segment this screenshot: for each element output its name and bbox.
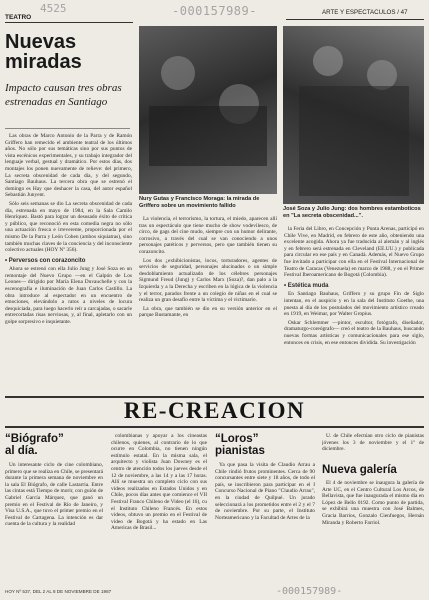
nueva-galeria-title: Nueva galería [322, 464, 397, 476]
photo-soza-jung [283, 26, 424, 204]
issue-footer: HOY Nº 537, DEL 2 AL 8 DE NOVIEMBRE DE 1987 [5, 589, 112, 594]
loros-title [215, 433, 315, 457]
subhead: • Perversos con corazoncito [5, 257, 86, 264]
photo-actors-griffero [139, 26, 277, 194]
title-line-1: “Loros” [215, 433, 259, 445]
paragraph: Ya que pasa la visita de Claudio Arrau a Chile rindió frutos prominentes. Cerca de 90 concursantes entre siete y 18 años, de todo el país, se inscribieron para participar en el I Concurso Nacional de Piano "Claudio Arrau", en la ciudad de Quilpué. Un jurado seleccionará a los prometidos entre el 2 y el 7 de noviembre. Por su parte, el Instituto Norteamericano y la Facultad de Artes de la [215, 462, 315, 521]
paragraph: Sólo seis semanas se dio La secreta obscenidad de cada día, estrenada en mayo de 1984, en la Sala Camilo Henríquez. Bastó para lograr un desusado éxito de crítica y público, que reconoció en esta comedia negra no sólo una actuación fresca e irreverente, proporcionada por el mismo De la Parra y León Cohen (ambos siquiatras), sino también muchas claves de la conciencia y del inconsciente colectivo actuales (HOY Nº 356). [5, 200, 132, 254]
paragraph: la Feria del Libro, en Concepción y Punta Arenas, participó en Chile Vive, en Madrid, en febrero de este año, obteniendo una excelente acogida. Ahora ya fue traducida al alemán y al inglés y en febrero será estrenada en Cleveland (EE.UU.) y publicada para circular en ese país y en Canadá. Además, el Nuevo Grupo fue invitado a participar con ella en el Festival Internacional de Teatro de Caracas (Venezuela) en marzo de 1988, y en el Primer Festival Iberoamericano de Bogotá (Colombia). [284, 226, 424, 279]
paragraph: Un interesante ciclo de cine colombiano, primero que se realiza en Chile, se presentará durante la primera semana de noviembre en la sala El Biógrafo, de calle Lastarria. Entre las cintas está Tiempo de morir, con guión de Gabriel García Márquez, que ganó un premio en el Festival de Río de Janeiro, y Visa U.S.A., que tuvo el primer premio en el Festival de Cartagena. La intención es dar cuenta de la cultura y la realidad [5, 462, 103, 528]
section-label: TEATRO [5, 14, 32, 21]
paragraph: Ahora se estrenó con ella Julio Jung y José Soza en un remontaje del Nuevo Grupo —en el Galpón de Los Leones— dirigido por María Elena Duvauchelle y con la escenografía e iluminación de Juan Carlos Castillo. La obra introduce al espectador en un encuentro de emociones, elevándolo a ratos a niveles de locura desquiciada, para luego hacerlo reír a carcajadas, o sacarle entrecortadas risas nerviosas, y, al final, apletarlo con un golpe sorpresivo e inquietante. [5, 266, 132, 326]
archive-stamp: -000157989- [276, 586, 343, 597]
photo-caption-1: Nury Gutas y Francisco Moraga: la mirada de Griffero sobre un movimiento fallido [139, 196, 260, 209]
handwritten-number-left: 4525 [40, 2, 67, 15]
section-banner: RE-CREACION [123, 398, 306, 423]
paragraph: La violencia, el terrorismo, la tortura, el miedo, aparecen allí tras un espectáculo que tiene mucho de show vodevilesco, de circo, de gags del cine mudo, siempre con un humor delirante, corrosivo, a través del cual se van conociendo a unos personajes patéticos y perversos, pero que también tienen su corazoncito. [139, 216, 277, 255]
biografo-body [5, 462, 103, 586]
header-rule-right [286, 19, 424, 20]
article-column-1 [5, 133, 132, 393]
article-column-3 [284, 226, 424, 394]
title-line-2: al día. [5, 445, 38, 457]
paragraph: Las obras de Marco Antonio de la Parra y de Ramón Griffero han remecido el ambiente teatral de los últimos años. No sólo por sus temáticas sino por sus puntos de vista escénicos experimentales, y su trabajo integrador del lenguaje verbal, gestual y dramático. Por estos días, dos montajes los ponen nuevamente de relieve: del primero, La secreta obscenidad de cada día, y del segundo, Santiago Bauhaus. La tercera obra que se estrenó el domingo es Hay que deshacer la casa, del autor español Sebastián Junyent. [5, 133, 132, 199]
banner-rule-bottom [5, 426, 424, 428]
subhead: • Estética muda [284, 282, 329, 289]
video-column-body [111, 433, 207, 586]
loros-body [215, 462, 315, 586]
pianistas-continuation [322, 433, 424, 461]
paragraph: colombianas y apoyar a los cineastas chilenos, quienes, al contrario de lo que ocurre en Colombia, no tienen ningún estímulo estatal. En la misma sala, el arquitecto y violista Juan Downey es el centro de atención todos los jueves desde el 12 de noviembre, a las 14 y a las 17 horas. Allí se muestra un completo ciclo con sus videos realizados en Estados Unidos y en Chile, pocos días antes que comience el VII Festival Franco Chileno de Video (el 16), cu el Instituto Chileno Francés. En estos videos, obtuvo un premio en el Festival de video de Bogotá y ha estado en Las Americas de Brasil... [111, 433, 207, 532]
article-deck: Impacto causan tres obras estrenadas en Santiago [5, 82, 122, 108]
paragraph: Los dos ¿exhibicionistas, locos, torturadores, agentes de servicios de seguridad, personajes alucinados o un simple desdoblamiento actualizado de los célebres personajes Sigmund Freud (Jung) y Carlos Marx (Soza)?, dan palo a la Izquierda y a la Derecha y escriben en la lógica de la violencia y el terror, parados frente a un colegio de niñas en el cual se realiza un gran desafío entre la víctima y el victimario. [139, 257, 277, 304]
header-rule-left [5, 22, 133, 23]
deck-rule [5, 128, 130, 129]
article-column-2 [139, 216, 277, 394]
figure-head [313, 46, 343, 76]
photo-caption-2: José Soza y Julio Jung: dos hombres estamboticos en "La secreta obscenidad...". [283, 206, 421, 219]
figure-head [161, 56, 195, 90]
main-headline [5, 32, 82, 72]
paragraph: U. de Chile efectúan otro ciclo de pianistas jóvenes los 3 de noviembre y el 1º de diciembre. [322, 433, 424, 453]
paragraph: En Santiago Bauhaus, Griffero y su grupo Fin de Siglo intentan, en el auspicio y en la sala del Instituto Goethe, una puesta al día de los postulados del movimiento artístico creado en 1919, en Weimar, por Walter Gropius. [284, 291, 424, 318]
paragraph: Oskar Schlemmer —pintor, escultor, fotógrafo, diseñador, dramaturgo-coreógrafo— creó el teatro de la Bauhaus, buscando nuevas formas artísticas y comunicacionales para ese siglo, entonces en crisis, en ese entonces dividida. Su investigación [284, 319, 424, 346]
page-header: ARTE Y ESPECTACULOS / 47 [322, 9, 408, 16]
title-line-1: “Biógrafo” [5, 433, 64, 445]
handwritten-number-right: -000157989- [172, 4, 257, 18]
nueva-galeria-body [322, 480, 424, 586]
paragraph: El 4 de noviembre se inaugura la galería de Arte UC, en el Centro Cultural Los Arcos, de Bellavista, que fue inaugurada el mismo día en López de Bello 0192. Como punto de partida, se exhibirá una muestra con José Balmes, Gracia Barrios, Gonzalo Cienfuegos, Hernán Miranda y Roberto Farriol. [322, 480, 424, 526]
biografo-title [5, 433, 100, 457]
figure-bodies [149, 106, 267, 166]
paragraph: La obra, que también se dio en su versión anterior en el parque Bustamante, en [139, 305, 277, 319]
figure-bodies [299, 86, 409, 196]
title-line-2: pianistas [215, 445, 265, 457]
headline-line-2: miradas [5, 51, 82, 73]
headline-line-1: Nuevas [5, 31, 77, 53]
